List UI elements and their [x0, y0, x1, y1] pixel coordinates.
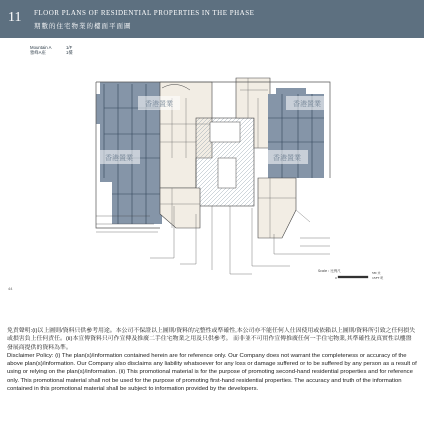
- section-title-en: FLOOR PLANS OF RESIDENTIAL PROPERTIES IN THE PHASE: [34, 9, 255, 17]
- tower-label-en: Mountain A: [30, 45, 52, 50]
- floor-plan-drawing: [0, 38, 424, 288]
- disclaimer: [7, 327, 417, 393]
- page-number: 44: [8, 286, 13, 291]
- section-title-zh: 期數的住宅物業的樓面平面圖: [34, 23, 132, 30]
- watermark-3: [98, 150, 140, 164]
- section-number: 11: [8, 10, 22, 25]
- tower-label-zh: 雅峰A座: [30, 50, 46, 55]
- disclaimer-zh: 免責聲明:(i)以上圖則/資料只供參考用途。本公司不保證以上圖則/資料的完整性或準確性,本公司亦不能任何人仕因使用或依賴以上圖則/資料所引致之任何損失或損害負上任何責任。(ii)本宣傳資料只可作宣傳及推廣二手住宅物業之用及只供參考。 而非並不可用作宣傳推廣任何一手住宅物業,其準確性及真實性以樓盤發展商提供的資料為準。: [7, 328, 416, 351]
- scale-bar: [318, 268, 383, 280]
- building-core: [196, 118, 254, 206]
- svg-text:香港置業: 香港置業: [293, 100, 321, 108]
- scale-label: Scale : 比例尺: [318, 269, 341, 273]
- section-header: [0, 0, 424, 38]
- svg-text:香港置業: 香港置業: [273, 154, 301, 162]
- scale-zero: 0: [335, 276, 337, 280]
- unit-lower-right: [258, 178, 310, 238]
- svg-text:香港置業: 香港置業: [145, 100, 173, 108]
- watermark-1: [138, 96, 180, 110]
- scale-feet: 15FT 呎: [372, 276, 384, 280]
- watermark-4: [266, 150, 308, 164]
- unit-lower-left: [160, 188, 200, 228]
- watermark-2: [286, 96, 328, 110]
- floor-label-en: 1/F: [66, 45, 73, 50]
- disclaimer-en: Disclaimer Policy: (i) The plan(s)/information contained herein are for reference only. Our Company does not warrant the completeness or accuracy of the above plan(s)/information. Our Company also disclaims any liability whatsoever for any loss or damage suffered or to be suffered by any person as a result of using or relying on the plan(s)/information. (ii) This promotional material is for the purpose of promoting second-hand residential properties and for reference only. This promotional material shall not be used for the purpose of promoting first-hand residential properties. The accuracy and truth of the information contained in this promotional material shall be subject to information provided by the developers.: [7, 352, 417, 393]
- floor-label-zh: 1樓: [66, 50, 73, 55]
- svg-text:香港置業: 香港置業: [105, 154, 133, 162]
- scale-meters: 5M 米: [372, 271, 381, 275]
